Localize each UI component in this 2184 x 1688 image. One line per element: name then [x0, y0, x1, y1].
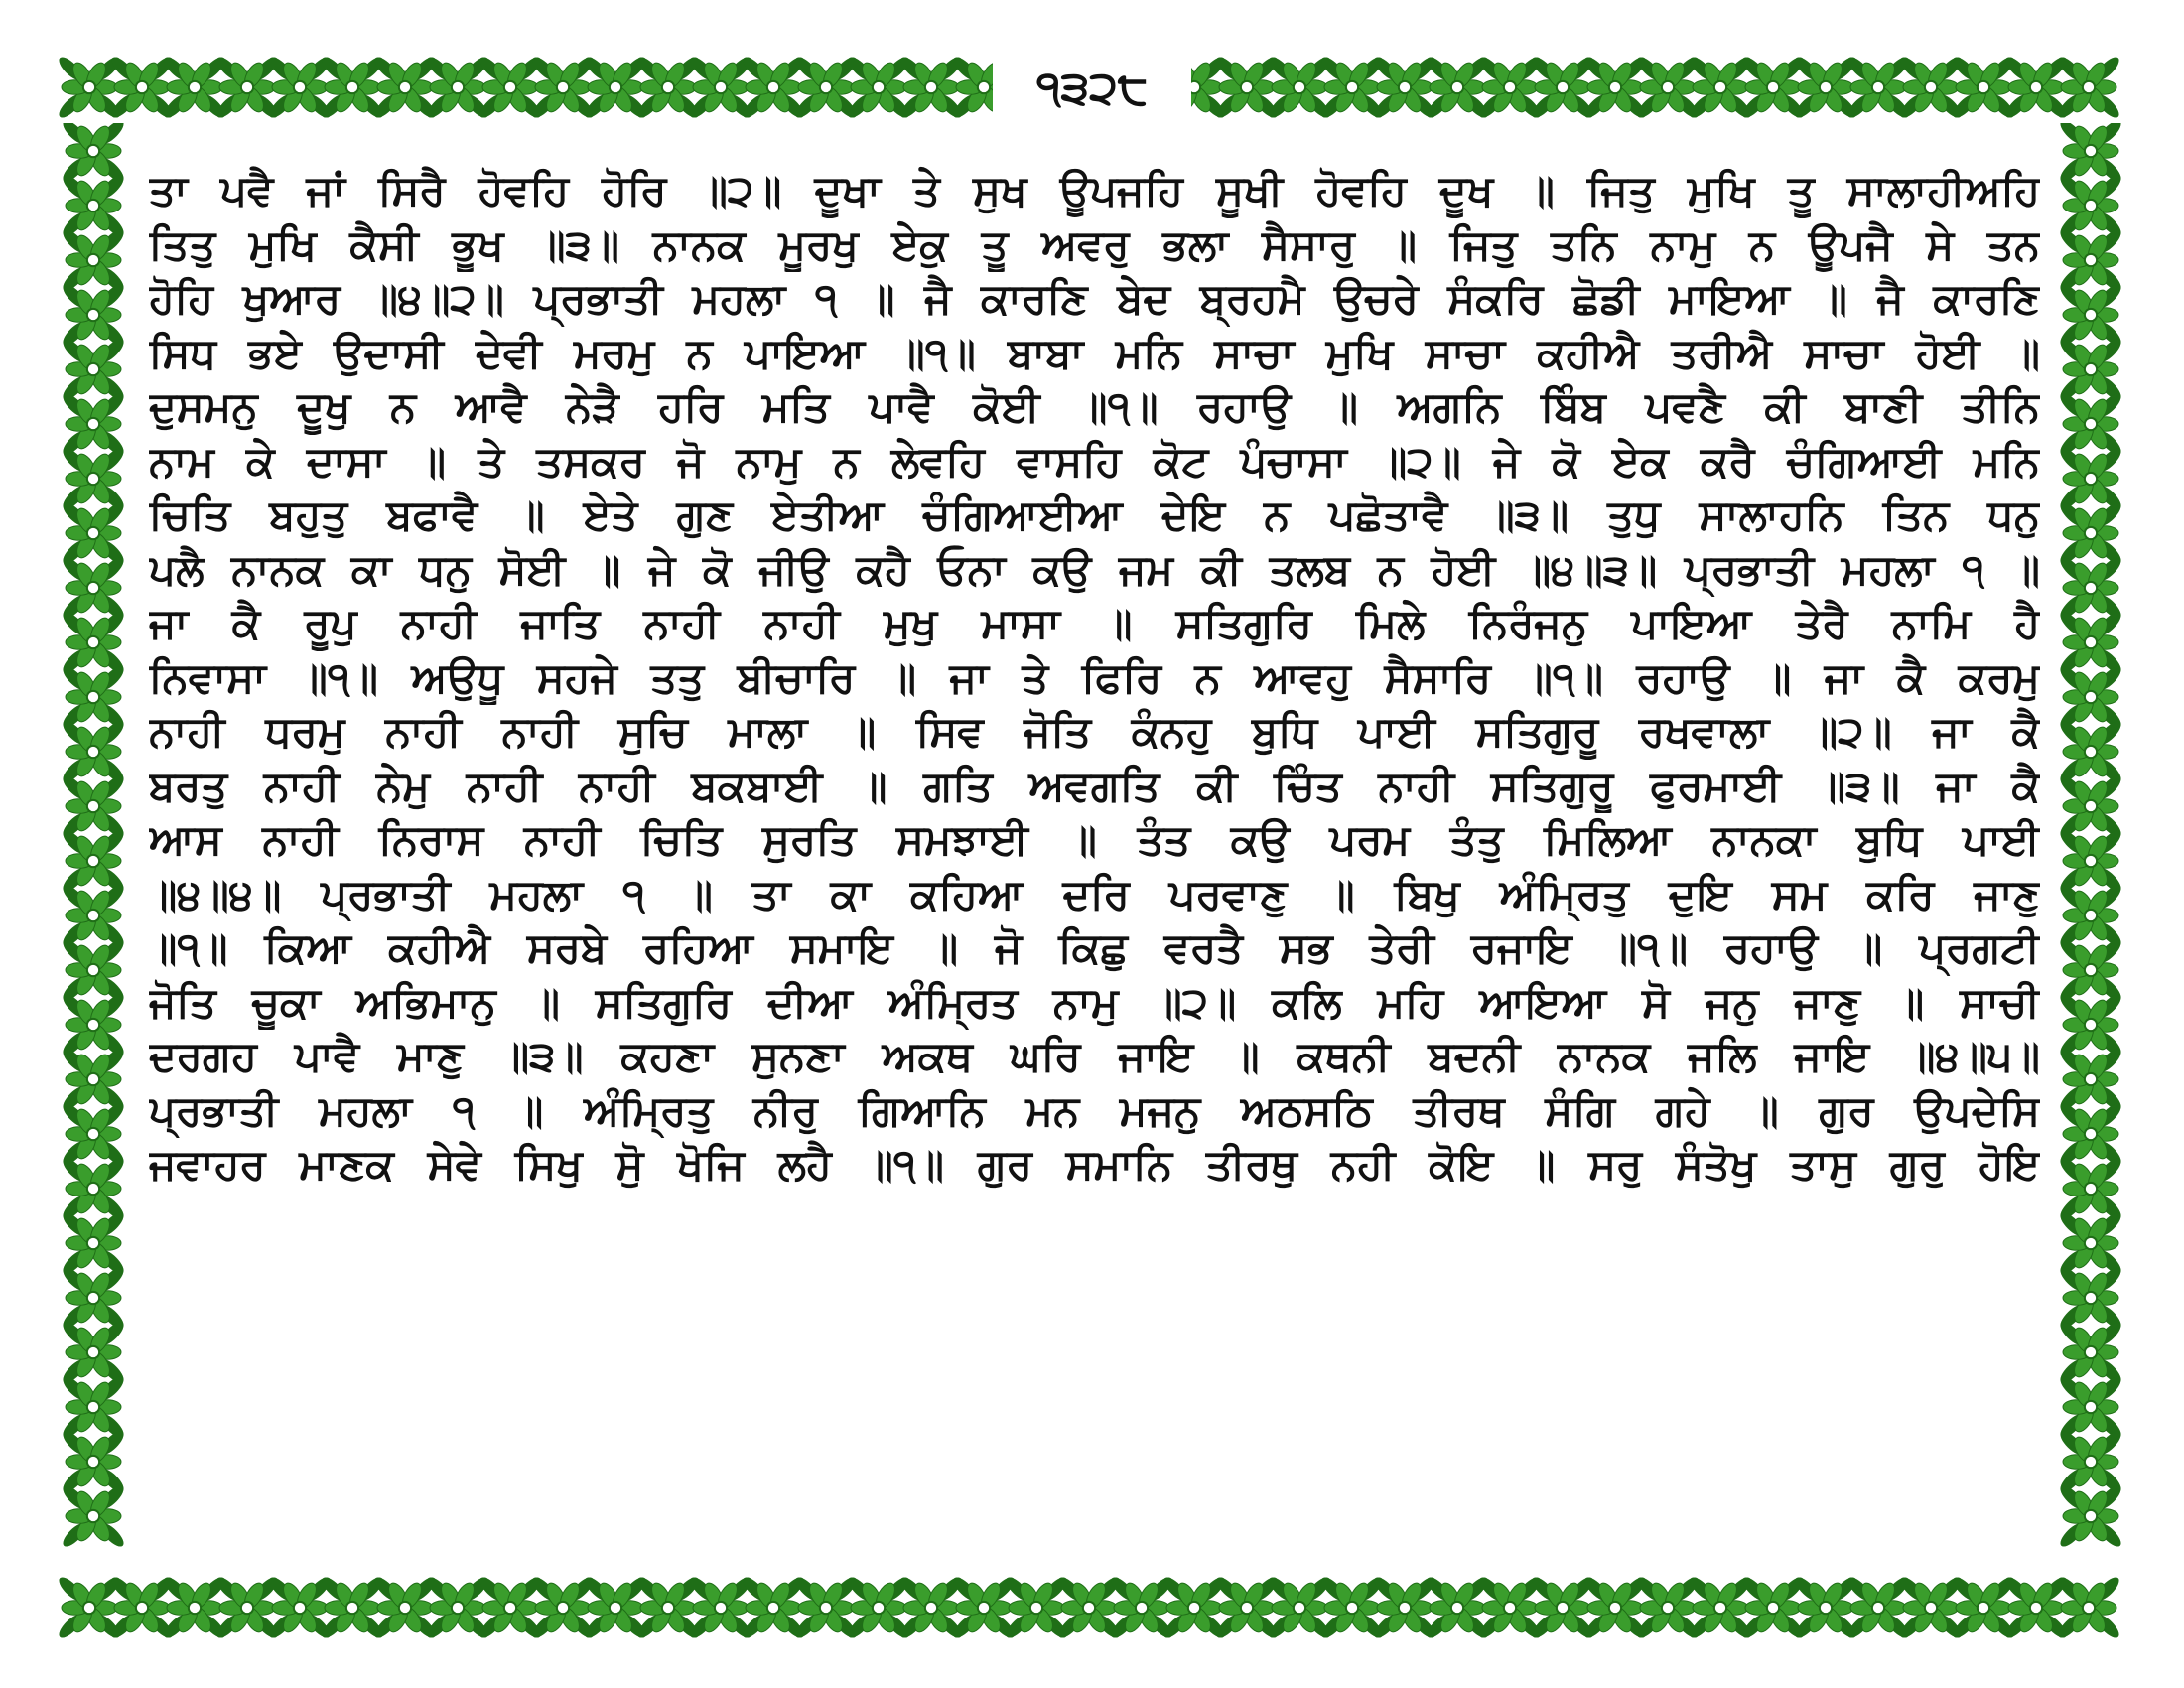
flower-icon [2057, 882, 2124, 949]
floral-border-left [58, 123, 129, 1572]
flower-icon [60, 609, 127, 676]
flower-icon [60, 499, 127, 567]
flower-icon [60, 445, 127, 512]
text-line: ਤਿਤੁ ਮੁਖਿ ਕੈਸੀ ਭੂਖ ॥੩॥ ਨਾਨਕ ਮੂਰਖੁ ਏਕੁ ਤੂ ਅਵਰੁ ਭਲਾ ਸੈਸਾਰੁ ॥ ਜਿਤੁ ਤਨਿ ਨਾਮੁ ਨ ਊਪਜੈ ਸੇ ਤਨ [149, 219, 2040, 269]
flower-icon [2057, 390, 2124, 458]
flower-icon [60, 336, 127, 403]
text-line: ਦਰਗਹ ਪਾਵੈ ਮਾਣੁ ॥੩॥ ਕਹਣਾ ਸੁਨਣਾ ਅਕਥ ਘਰਿ ਜਾਇ ॥ ਕਥਨੀ ਬਦਨੀ ਨਾਨਕ ਜਲਿ ਜਾਇ ॥੪॥੫॥ [149, 1032, 2040, 1080]
flower-icon [2057, 936, 2124, 1004]
flower-icon [2057, 663, 2124, 731]
flower-icon [2057, 1100, 2124, 1168]
text-line: ਪ੍ਰਭਾਤੀ ਮਹਲਾ ੧ ॥ ਅੰਮ੍ਰਿਤੁ ਨੀਰੁ ਗਿਆਨਿ ਮਨ ਮਜਨੁ ਅਠਸਠਿ ਤੀਰਥ ਸੰਗਿ ਗਹੇ ॥ ਗੁਰ ਉਪਦੇਸਿ [149, 1085, 2040, 1135]
flower-icon [2057, 1209, 2124, 1277]
flower-icon [60, 1373, 127, 1441]
flower-icon [2057, 445, 2124, 512]
text-line: ਚਿਤਿ ਬਹੁਤੁ ਬਫਾਵੈ ॥ ਏਤੇ ਗੁਣ ਏਤੀਆ ਚੰਗਿਆਈਆ ਦੇਇ ਨ ਪਛੋਤਾਵੈ ॥੩॥ ਤੁਧੁ ਸਾਲਾਹਨਿ ਤਿਨ ਧਨੁ [149, 491, 2040, 539]
flower-icon [60, 773, 127, 840]
flower-icon [60, 1264, 127, 1332]
page-number: ੧੩੨੮ [993, 52, 1191, 123]
text-line: ॥੧॥ ਕਿਆ ਕਹੀਐ ਸਰਬੇ ਰਹਿਆ ਸਮਾਇ ॥ ਜੋ ਕਿਛੁ ਵਰਤੈ ਸਭ ਤੇਰੀ ਰਜਾਇ ॥੧॥ ਰਹਾਉ ॥ ਪ੍ਰਗਟੀ [149, 923, 2040, 972]
text-line: ਪਲੈ ਨਾਨਕ ਕਾ ਧਨੁ ਸੋਈ ॥ ਜੇ ਕੋ ਜੀਉ ਕਹੈ ਓਨਾ ਕਉ ਜਮ ਕੀ ਤਲਬ ਨ ਹੋਈ ॥੪॥੩॥ ਪ੍ਰਭਾਤੀ ਮਹਲਾ ੧ ॥ [149, 544, 2040, 594]
flower-icon [60, 1428, 127, 1495]
text-line: ਸਿਧ ਭਏ ਉਦਾਸੀ ਦੇਵੀ ਮਰਮੁ ਨ ਪਾਇਆ ॥੧॥ ਬਾਬਾ ਮਨਿ ਸਾਚਾ ਮੁਖਿ ਸਾਚਾ ਕਹੀਐ ਤਰੀਐ ਸਾਚਾ ਹੋਈ ॥ [149, 328, 2040, 377]
flower-icon [60, 390, 127, 458]
flower-icon [2057, 554, 2124, 622]
flower-icon [2057, 226, 2124, 294]
flower-icon [2057, 499, 2124, 567]
flower-icon [60, 123, 127, 185]
flower-icon [2057, 336, 2124, 403]
text-line: ਦੁਸਮਨੁ ਦੂਖੁ ਨ ਆਵੈ ਨੇੜੈ ਹਰਿ ਮਤਿ ਪਾਵੈ ਕੋਈ ॥੧॥ ਰਹਾਉ ॥ ਅਗਨਿ ਬਿੰਬ ਪਵਣੈ ਕੀ ਬਾਣੀ ਤੀਨਿ [149, 382, 2040, 431]
text-line: ਆਸ ਨਾਹੀ ਨਿਰਾਸ ਨਾਹੀ ਚਿਤਿ ਸੁਰਤਿ ਸਮਝਾਈ ॥ ਤੰਤ ਕਉ ਪਰਮ ਤੰਤੁ ਮਿਲਿਆ ਨਾਨਕਾ ਬੁਧਿ ਪਾਈ [149, 815, 2040, 864]
flower-icon [60, 1155, 127, 1222]
flower-icon [60, 936, 127, 1004]
flower-icon [60, 991, 127, 1058]
flower-icon [2057, 1155, 2124, 1222]
flower-icon [60, 663, 127, 731]
flower-icon [2057, 991, 2124, 1058]
flower-icon [60, 718, 127, 785]
flower-icon [2057, 773, 2124, 840]
flower-icon [2057, 123, 2124, 185]
text-line: ਜਾ ਕੈ ਰੂਪੁ ਨਾਹੀ ਜਾਤਿ ਨਾਹੀ ਨਾਹੀ ਮੁਖੁ ਮਾਸਾ ॥ ਸਤਿਗੁਰਿ ਮਿਲੇ ਨਿਰੰਜਨੁ ਪਾਇਆ ਤੇਰੈ ਨਾਮਿ ਹੈ [149, 599, 2040, 647]
flower-icon [60, 281, 127, 349]
text-line: ਬਰਤੁ ਨਾਹੀ ਨੇਮੁ ਨਾਹੀ ਨਾਹੀ ਬਕਬਾਈ ॥ ਗਤਿ ਅਵਗਤਿ ਕੀ ਚਿੰਤ ਨਾਹੀ ਸਤਿਗੁਰੂ ਫੁਰਮਾਈ ॥੩॥ ਜਾ ਕੈ [149, 761, 2040, 810]
flower-icon [60, 1482, 127, 1550]
text-line: ਜੋਤਿ ਚੂਕਾ ਅਭਿਮਾਨੁ ॥ ਸਤਿਗੁਰਿ ਦੀਆ ਅੰਮ੍ਰਿਤ ਨਾਮੁ ॥੨॥ ਕਲਿ ਮਹਿ ਆਇਆ ਸੋ ਜਨੁ ਜਾਣੁ ॥ ਸਾਚੀ [149, 977, 2040, 1027]
flower-icon [2057, 1482, 2124, 1550]
text-line: ਜਵਾਹਰ ਮਾਣਕ ਸੇਵੇ ਸਿਖੁ ਸੁੋ ਖੋਜਿ ਲਹੈ ॥੧॥ ਗੁਰ ਸਮਾਨਿ ਤੀਰਥੁ ਨਹੀ ਕੋਇ ॥ ਸਰੁ ਸੰਤੋਖੁ ਤਾਸੁ ਗੁਰੁ ਹੋਇ [149, 1140, 2040, 1189]
flower-icon [2057, 718, 2124, 785]
flower-icon [2057, 1373, 2124, 1441]
scripture-text [149, 164, 2040, 1193]
flower-icon [60, 226, 127, 294]
flower-icon [60, 1100, 127, 1168]
text-line: ॥੪॥੪॥ ਪ੍ਰਭਾਤੀ ਮਹਲਾ ੧ ॥ ਤਾ ਕਾ ਕਹਿਆ ਦਰਿ ਪਰਵਾਣੁ ॥ ਬਿਖੁ ਅੰਮ੍ਰਿਤੁ ਦੁਇ ਸਮ ਕਰਿ ਜਾਣੁ [149, 869, 2040, 918]
text-line: ਤਾ ਪਵੈ ਜਾਂ ਸਿਰੈ ਹੋਵਹਿ ਹੋਰਿ ॥੨॥ ਦੂਖਾ ਤੇ ਸੁਖ ਊਪਜਹਿ ਸੂਖੀ ਹੋਵਹਿ ਦੂਖ ॥ ਜਿਤੁ ਮੁਖਿ ਤੂ ਸਾਲਾਹੀਅਹਿ [149, 166, 2040, 214]
flower-icon [60, 882, 127, 949]
flower-icon [60, 172, 127, 239]
floral-border-bottom [58, 1572, 2126, 1643]
flower-icon [2057, 827, 2124, 895]
text-line: ਨਾਮ ਕੇ ਦਾਸਾ ॥ ਤੇ ਤਸਕਰ ਜੋ ਨਾਮੁ ਨ ਲੇਵਹਿ ਵਾਸਹਿ ਕੋਟ ਪੰਚਾਸਾ ॥੨॥ ਜੇ ਕੋ ਏਕ ਕਰੈ ਚੰਗਿਆਈ ਮਨਿ [149, 436, 2040, 486]
text-line: ਨਾਹੀ ਧਰਮੁ ਨਾਹੀ ਨਾਹੀ ਸੁਚਿ ਮਾਲਾ ॥ ਸਿਵ ਜੋਤਿ ਕੰਨਹੁ ਬੁਧਿ ਪਾਈ ਸਤਿਗੁਰੂ ਰਖਵਾਲਾ ॥੨॥ ਜਾ ਕੈ [149, 707, 2040, 756]
flower-icon [60, 554, 127, 622]
flower-icon [2057, 1046, 2124, 1113]
flower-icon [2057, 1319, 2124, 1386]
flower-icon [2057, 1264, 2124, 1332]
flower-icon [2055, 1574, 2122, 1641]
flower-icon [60, 827, 127, 895]
flower-icon [60, 1319, 127, 1386]
floral-border-right [2055, 123, 2126, 1572]
flower-icon [2055, 54, 2122, 121]
flower-icon [2057, 1428, 2124, 1495]
flower-icon [2057, 609, 2124, 676]
flower-icon [60, 1209, 127, 1277]
text-line: ਹੋਹਿ ਖੁਆਰ ॥੪॥੨॥ ਪ੍ਰਭਾਤੀ ਮਹਲਾ ੧ ॥ ਜੈ ਕਾਰਣਿ ਬੇਦ ਬ੍ਰਹਮੈ ਉਚਰੇ ਸੰਕਰਿ ਛੋਡੀ ਮਾਇਆ ॥ ਜੈ ਕਾਰਣਿ [149, 274, 2040, 323]
flower-icon [60, 1046, 127, 1113]
flower-icon [2057, 172, 2124, 239]
flower-icon [2057, 281, 2124, 349]
text-line: ਨਿਵਾਸਾ ॥੧॥ ਅਉਧੂ ਸਹਜੇ ਤਤੁ ਬੀਚਾਰਿ ॥ ਜਾ ਤੇ ਫਿਰਿ ਨ ਆਵਹੁ ਸੈਸਾਰਿ ॥੧॥ ਰਹਾਉ ॥ ਜਾ ਕੈ ਕਰਮੁ [149, 652, 2040, 702]
